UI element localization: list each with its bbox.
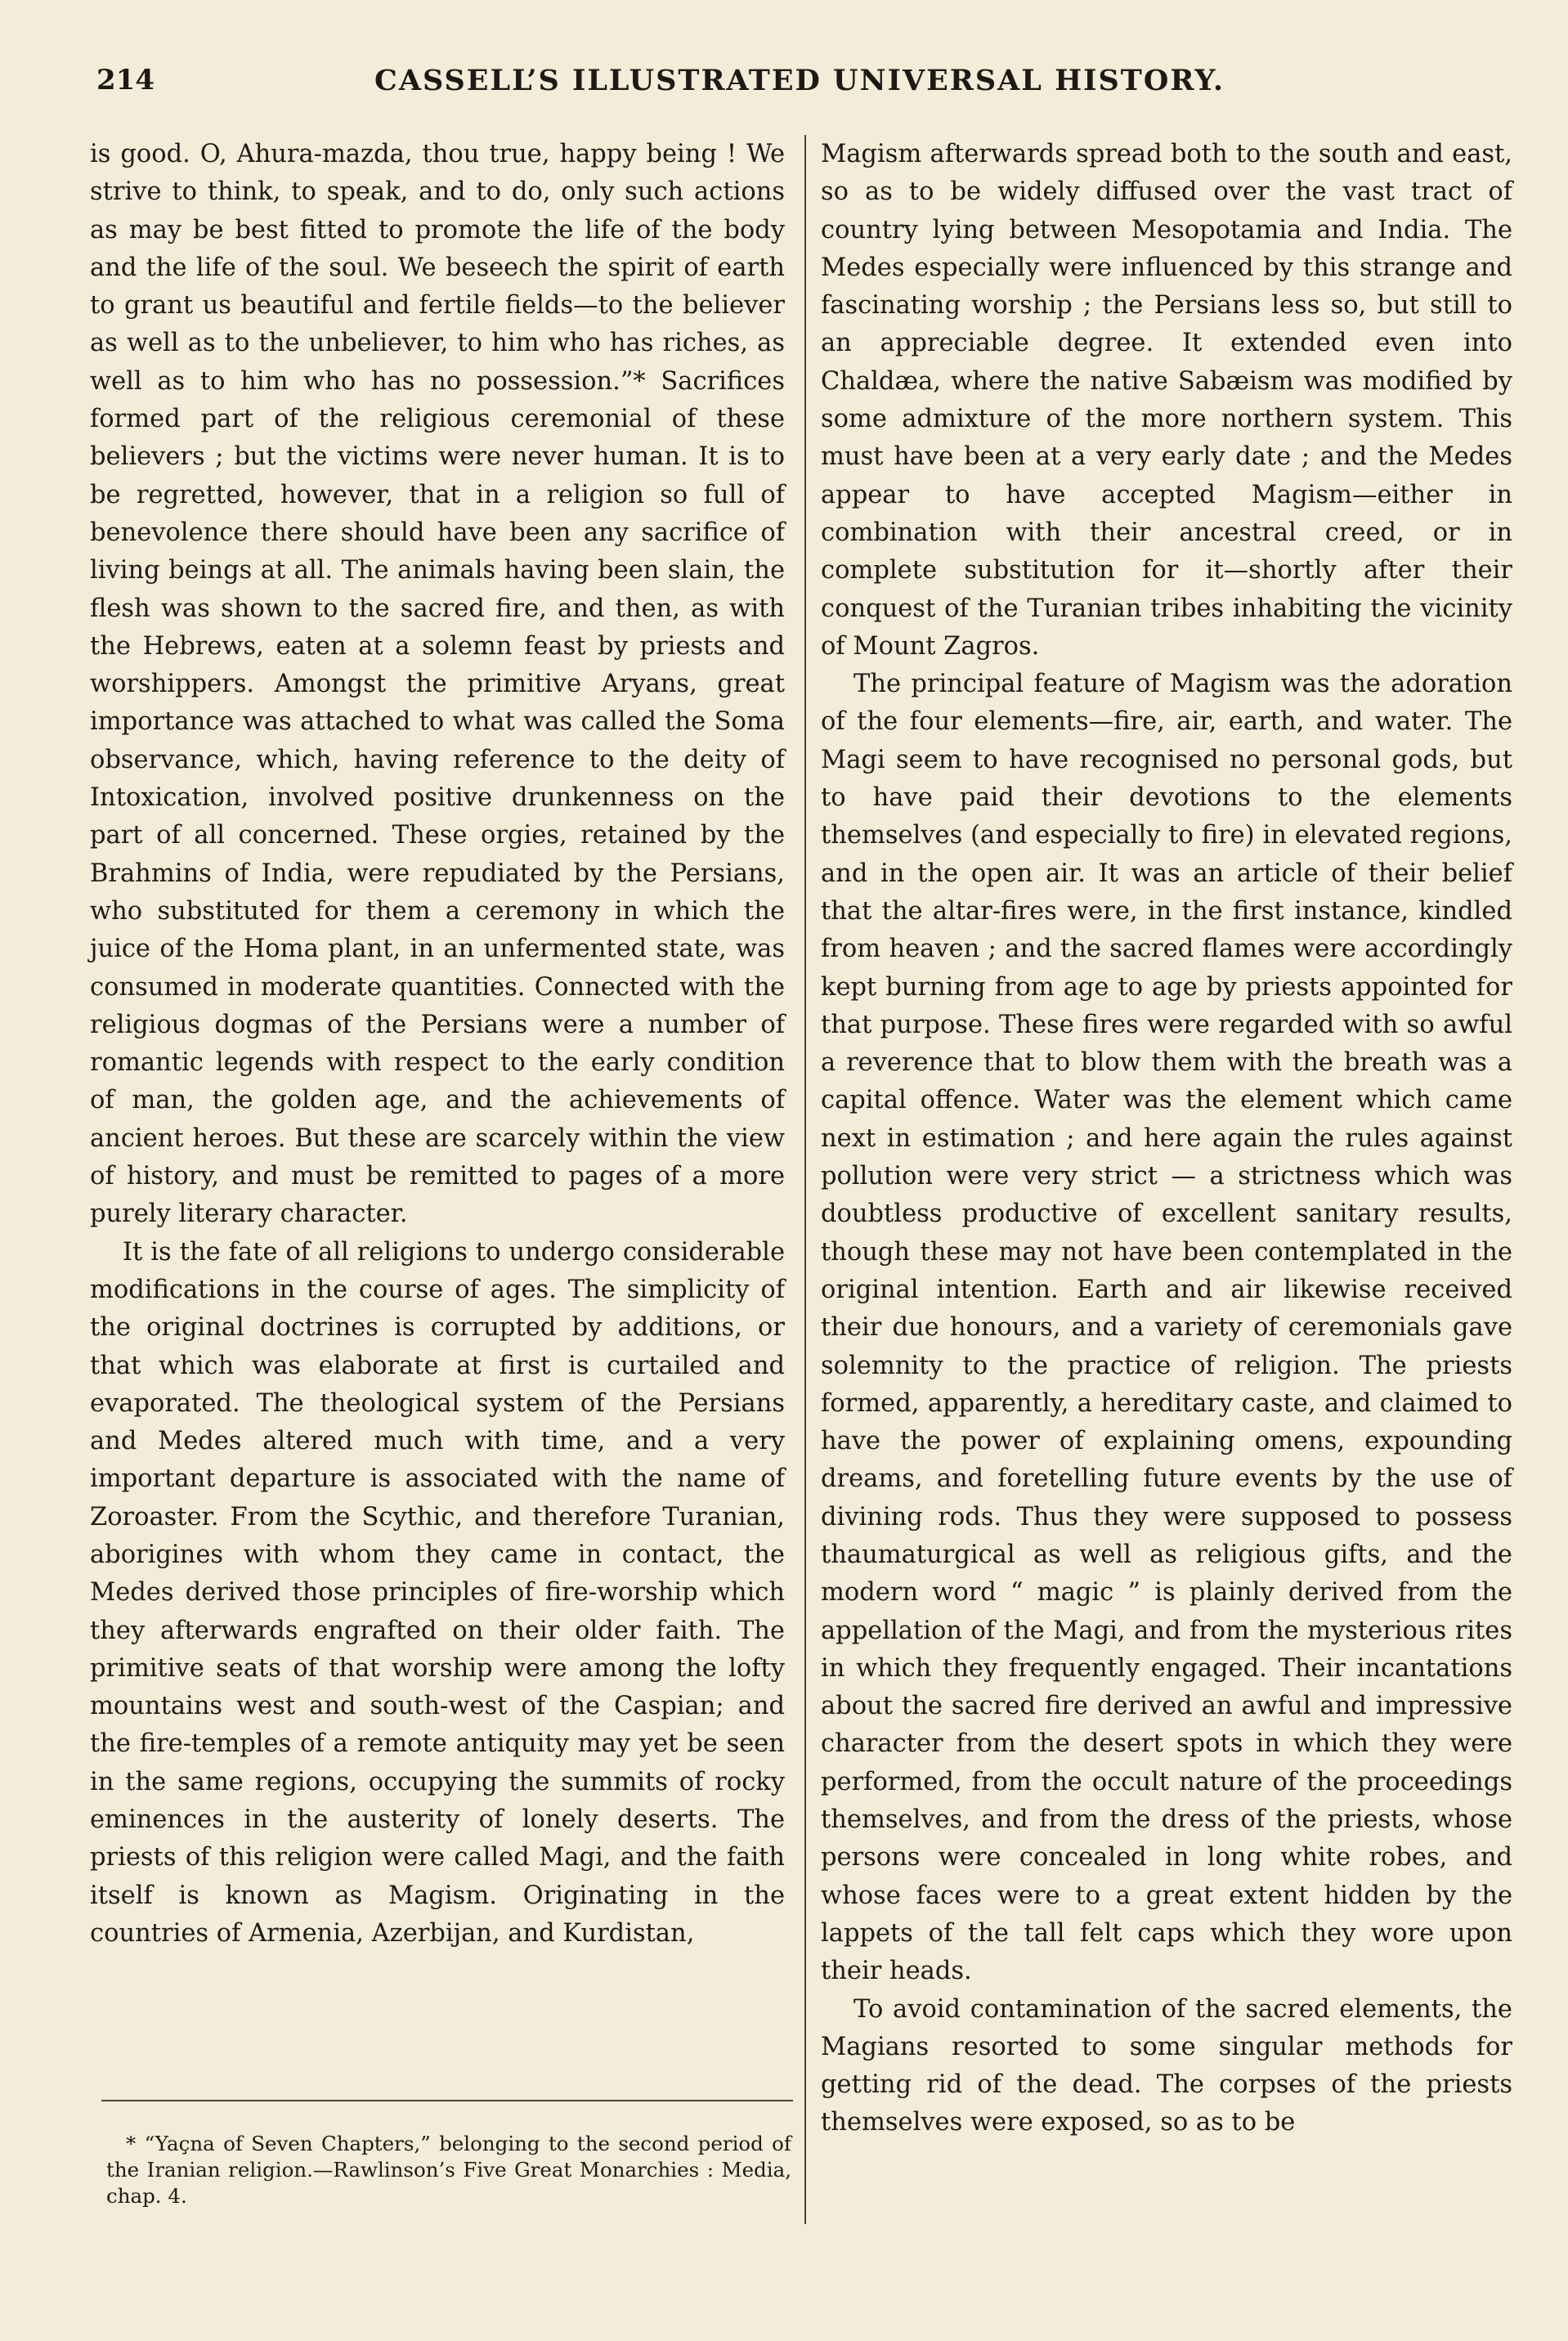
- left-paragraph-1: is good. O, Ahura-mazda, thou true, happy being ! We strive to think, to speak, and to do, only such actions as may be best fitted to promote the life of the body and the life of the soul. We beseech the spirit of earth to grant us beautiful and fertile fields—to the believer as well as to the unbeliever, to him who has riches, as well as to him who has no possession.”* Sacrifices formed part of the religious ceremonial of these believers ; but the victims were never human. It is to be regretted, however, that in a religion so full of benevolence there should have been any sacrifice of living beings at all. The animals having been slain, the flesh was shown to the sacred fire, and then, as with the Hebrews, eaten at a solemn feast by priests and worshippers. Amongst the primitive Aryans, great importance was attached to what was called the Soma observance, which, having reference to the deity of Intoxication, involved positive drunkenness on the part of all concerned. These orgies, retained by the Brahmins of India, were repudiated by the Persians, who substituted for them a ceremony in which the juice of the Homa plant, in an unfermented state, was consumed in moderate quantities. Connected with the religious dogmas of the Persians were a number of romantic legends with respect to the early condition of man, the golden age, and the achievements of ancient heroes. But these are scarcely within the view of history, and must be remitted to pages of a more purely literary character.: [90, 140, 785, 1229]
- page-header: [96, 64, 1230, 113]
- right-paragraph-2: The principal feature of Magism was the adoration of the four elements—fire, air, earth, and water. The Magi seem to have recognised no personal gods, but to have paid their devotions to the elements themselves (and especially to fire) in elevated regions, and in the open air. It was an article of their belief that the altar-fires were, in the first instance, kindled from heaven ; and the sacred flames were accordingly kept burning from age to age by priests appointed for that purpose. These fires were regarded with so awful a reverence that to blow them with the breath was a capital offence. Water was the element which came next in estimation ; and here again the rules against pollution were very strict — a strictness which was doubtless productive of excellent sanitary results, though these may not have been contemplated in the original intention. Earth and air likewise received their due honours, and a variety of ceremonials gave solemnity to the practice of religion. The priests formed, apparently, a hereditary caste, and claimed to have the power of explaining omens, expounding dreams, and foretelling future events by the use of divining rods. Thus they were supposed to possess thaumaturgical as well as religious gifts, and the modern word “ magic ” is plainly derived from the appellation of the Magi, and from the mysterious rites in which they frequently engaged. Their incantations about the sacred fire derived an awful and impressive character from the desert spots in which they were performed, from the occult nature of the proceedings themselves, and from the dress of the priests, whose persons were concealed in long white robes, and whose faces were to a great extent hidden by the lappets of the tall felt caps which they wore upon their heads.: [821, 670, 1512, 1986]
- footnote: * “Yaçna of Seven Chapters,” belonging to the second period of the Iranian religion.—Rawlinson’s Five Great Monarchies : Media, chap. 4.: [106, 2132, 791, 2208]
- left-column: [90, 136, 785, 1953]
- footnote-rule: [101, 2100, 793, 2101]
- left-paragraph-2: It is the fate of all religions to undergo considerable modifications in the course of ages. The simplicity of the original doctrines is corrupted by additions, or that which was elaborate at first is curtailed and evaporated. The theological system of the Persians and Medes altered much with time, and a very important departure is associated with the name of Zoroaster. From the Scythic, and therefore Turanian, aborigines with whom they came in contact, the Medes derived those principles of fire-worship which they afterwards engrafted on their older faith. The primitive seats of that worship were among the lofty mountains west and south-west of the Caspian; and the fire-temples of a remote antiquity may yet be seen in the same regions, occupying the summits of rocky eminences in the austerity of lonely deserts. The priests of this religion were called Magi, and the faith itself is known as Magism. Originating in the countries of Armenia, Azerbijan, and Kurdistan,: [90, 1237, 785, 1948]
- right-paragraph-3: To avoid contamination of the sacred elements, the Magians resorted to some singular methods for getting rid of the dead. The corpses of the priests themselves were exposed, so as to be: [821, 1994, 1512, 2137]
- right-paragraph-1: Magism afterwards spread both to the south and east, so as to be widely diffused over the vast tract of country lying between Mesopotamia and India. The Medes especially were influenced by this strange and fascinating worship ; the Persians less so, but still to an appreciable degree. It extended even into Chaldæa, where the native Sabæism was modified by some admixture of the more northern system. This must have been at a very early date ; and the Medes appear to have accepted Magism—either in combination with their ancestral creed, or in complete substitution for it—shortly after their conquest of the Turanian tribes inhabiting the vicinity of Mount Zagros.: [821, 140, 1512, 661]
- right-column: [821, 136, 1512, 2142]
- column-divider: [804, 135, 806, 2224]
- running-title: CASSELL’S ILLUSTRATED UNIVERSAL HISTORY.: [374, 64, 1225, 97]
- page-number: 214: [96, 64, 155, 96]
